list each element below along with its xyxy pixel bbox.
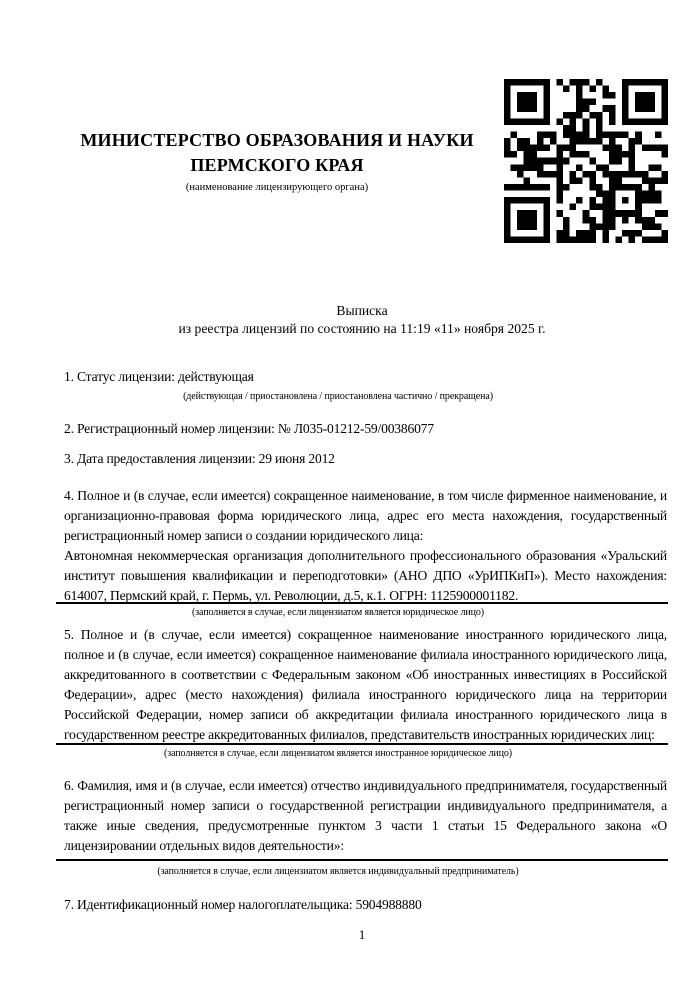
separator-line [56, 602, 668, 604]
ministry-header [57, 128, 497, 194]
license-status-options-caption: (действующая / приостановлена / приостановлена частично / прекращена) [183, 391, 493, 402]
licensing-authority-caption: (наименование лицензирующего органа) [185, 182, 369, 193]
page-number: 1 [358, 927, 366, 942]
license-status-item: 1. Статус лицензии: действующая [64, 369, 254, 384]
document-title [57, 302, 667, 338]
foreign-entity-item-label: 5. Полное и (в случае, если имеется) сокращенное наименование иностранного юридического лица, полное и (в случае, если имеется) сокращенное наименование филиала иностранного юридического лица, аккредитованного в соответствии с Федеральным законом «Об иностранных инвестициях в Российской Федерации», адрес (место нахождения) филиала иностранного юридического лица на территории Российской Федерации, номер записи об аккредитации филиала иностранного юридического лица в государственном реестре аккредитованных филиалов, представительств иностранных юридических лиц: [64, 627, 667, 742]
ministry-name-line1: МИНИСТЕРСТВО ОБРАЗОВАНИЯ И НАУКИ [80, 130, 474, 150]
legal-entity-item-value: Автономная некоммерческая организация дополнительного профессионального образования «Уральский институт повышения квалификации и переподготовки» (АНО ДПО «УрИПКиП»). Место нахождения: 614007, Пермский край, г. Пермь, ул. Революции, д.5, к.1. ОГРН: 1125900001182. [64, 548, 667, 603]
foreign-entity-caption: (заполняется в случае, если лицензиатом является иностранное юридическое лицо) [164, 748, 512, 759]
legal-entity-caption: (заполняется в случае, если лицензиатом является юридическое лицо) [191, 607, 485, 618]
license-grant-date-item: 3. Дата предоставления лицензии: 29 июня 2012 [64, 451, 335, 466]
license-registration-number-item: 2. Регистрационный номер лицензии: № Л035-01212-59/00386077 [64, 421, 434, 436]
legal-entity-item-label: 4. Полное и (в случае, если имеется) сокращенное наименование, в том числе фирменное наименование, и организационно-правовая форма юридического лица, адрес его места нахождения, государственный регистрационный номер записи о создании юридического лица: [64, 488, 667, 543]
entrepreneur-item-label: 6. Фамилия, имя и (в случае, если имеется) отчество индивидуального предпринимателя, государственный регистрационный номер записи о государственной регистрации индивидуального предпринимателя, а также иные сведения, предусмотренные пунктом 3 части 1 статьи 15 Федерального закона «О лицензировании отдельных видов деятельности»: [64, 778, 667, 853]
taxpayer-id-item: 7. Идентификационный номер налогоплательщика: 5904988880 [64, 897, 422, 912]
ministry-name-line2: ПЕРМСКОГО КРАЯ [190, 155, 364, 175]
entrepreneur-caption: (заполняется в случае, если лицензиатом является индивидуальный предприниматель) [157, 866, 519, 877]
qr-code-icon [504, 79, 668, 243]
title-line1: Выписка [336, 303, 388, 318]
separator-line [56, 859, 668, 861]
title-line2: из реестра лицензий по состоянию на 11:19 «11» ноября 2025 г. [178, 321, 546, 336]
separator-line [56, 743, 668, 745]
